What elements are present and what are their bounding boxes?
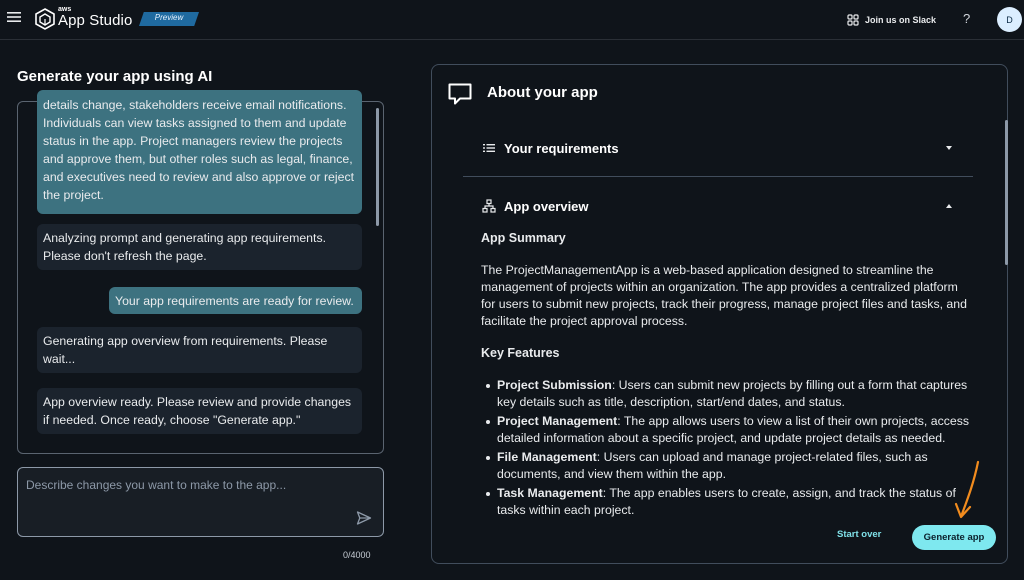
chat-message-system: App overview ready. Please review and provide changes if needed. Once ready, choose "Generate app." <box>37 388 362 434</box>
brand-title: App Studio <box>58 12 133 29</box>
hierarchy-icon <box>482 199 496 213</box>
character-count: 0/4000 <box>343 550 371 560</box>
feature-item <box>481 485 973 519</box>
overview-scrollbar[interactable] <box>1005 120 1008 265</box>
section-divider <box>463 176 973 177</box>
section-app-overview-label: App overview <box>504 198 589 214</box>
feature-name: Project Submission <box>497 378 612 392</box>
feature-description: : Users can submit new projects by filling out a form that captures key details such as title, description, start/end dates, and status. <box>497 378 968 409</box>
section-your-requirements[interactable] <box>482 136 952 160</box>
join-slack-label: Join us on Slack <box>865 15 937 25</box>
hamburger-menu-icon[interactable] <box>7 10 23 26</box>
prompt-input-placeholder: Describe changes you want to make to the app... <box>26 478 287 492</box>
join-slack-link[interactable] <box>847 12 936 28</box>
section-app-overview[interactable] <box>482 194 952 218</box>
chat-history[interactable] <box>17 98 384 454</box>
preview-badge <box>139 12 199 26</box>
caret-up-icon <box>945 203 953 209</box>
feature-name: Task Management <box>497 486 603 500</box>
list-icon <box>482 141 496 155</box>
chat-message-user: Your app requirements are ready for review. <box>109 287 362 314</box>
slack-icon <box>847 14 859 26</box>
send-icon[interactable] <box>356 510 372 526</box>
key-features-list <box>481 377 973 519</box>
key-features-heading: Key Features <box>481 346 560 360</box>
help-button[interactable]: ? <box>963 11 971 26</box>
brand-aws-label: aws <box>58 6 72 13</box>
about-your-app-panel <box>431 64 1008 564</box>
about-your-app-title: About your app <box>487 84 598 101</box>
app-overview-content <box>481 230 973 517</box>
feature-description: : Users can upload and manage project-related files, such as documents, and view them within the app. <box>497 450 928 481</box>
caret-down-icon <box>945 145 953 151</box>
feature-item <box>481 377 973 411</box>
preview-badge-label: Preview <box>154 13 184 22</box>
user-avatar[interactable]: D <box>997 7 1022 32</box>
feature-description: : The app enables users to create, assign, and track the status of tasks within each project. <box>497 486 956 517</box>
feature-description: : The app allows users to view a list of their own projects, access detailed information about a specific project, and update project details as needed. <box>497 414 970 445</box>
chat-message-system: Analyzing prompt and generating app requirements. Please don't refresh the page. <box>37 224 362 270</box>
prompt-input[interactable] <box>17 467 384 537</box>
feature-name: Project Management <box>497 414 618 428</box>
feature-name: File Management <box>497 450 597 464</box>
chat-bubble-icon <box>447 81 473 107</box>
section-your-requirements-label: Your requirements <box>504 140 619 156</box>
top-navigation-bar <box>0 0 1024 40</box>
app-summary-heading: App Summary <box>481 231 566 245</box>
chat-scrollbar[interactable] <box>376 108 379 226</box>
chat-messages <box>18 98 371 453</box>
feature-item <box>481 413 973 447</box>
chat-message-user: details change, stakeholders receive email notifications. Individuals can view tasks assigned to them and update status in the app. Project managers review the projects and approve them, but other roles such as legal, finance, and executives need to review and also approve or reject the project. <box>37 90 362 214</box>
generate-app-button[interactable]: Generate app <box>912 525 996 550</box>
start-over-button[interactable]: Start over <box>837 529 882 540</box>
chat-message-system: Generating app overview from requirements. Please wait... <box>37 327 362 373</box>
app-studio-logo-icon <box>35 8 55 30</box>
generate-app-title: Generate your app using AI <box>17 68 213 85</box>
feature-item <box>481 449 973 483</box>
app-summary-text: The ProjectManagementApp is a web-based application designed to streamline the management of projects within an organization. The app provides a centralized platform for users to submit new projects, track their progress, manage project files and tasks, and facilitate the project approval process. <box>481 263 967 328</box>
